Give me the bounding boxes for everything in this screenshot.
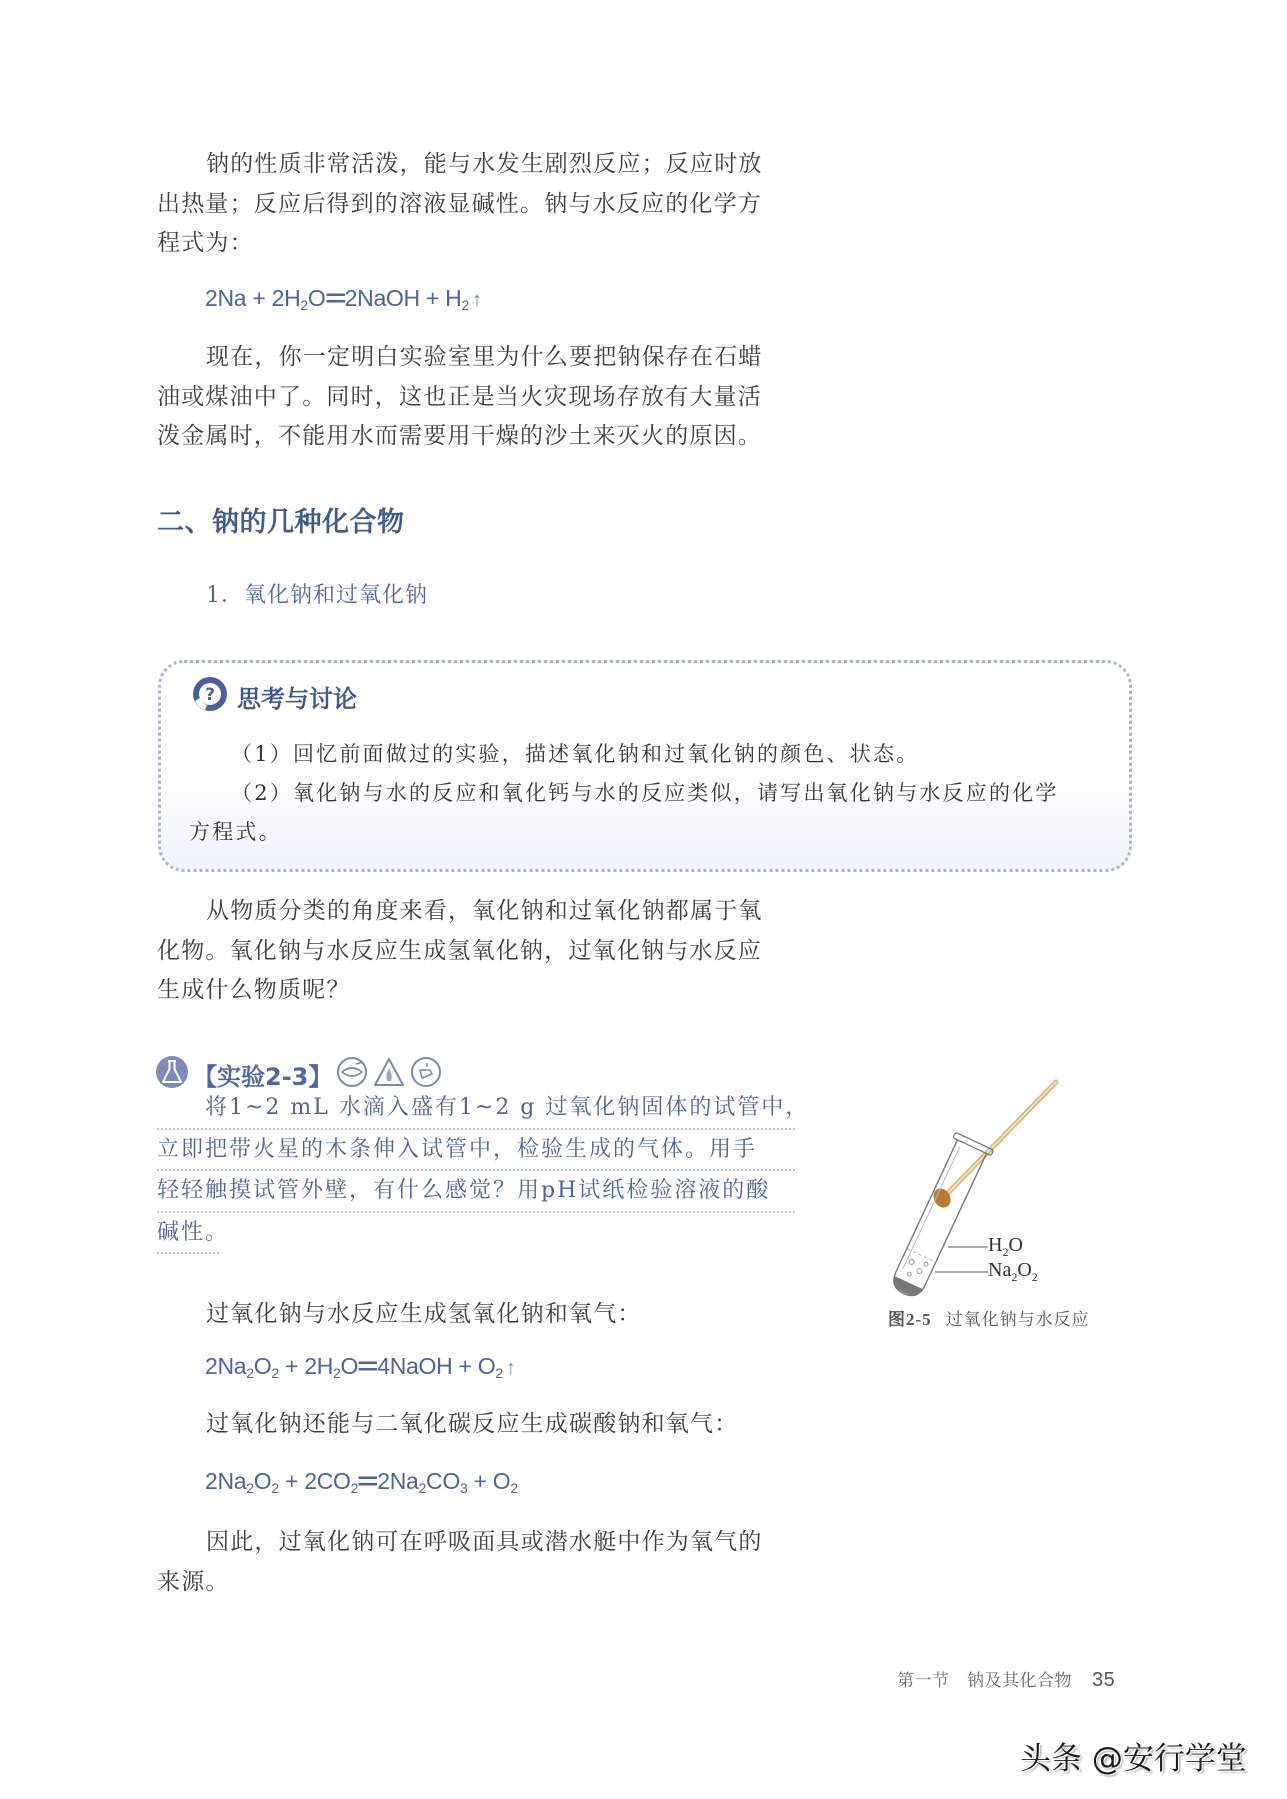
think-box-title: 思考与讨论: [237, 684, 357, 713]
formula-sodium-water: $2Na + 2H_2O=2NaOH + H_2$ ↑: [205, 285, 482, 313]
question-2-cont: 方程式。: [189, 820, 282, 844]
question-icon: [191, 675, 229, 717]
text-line: 因此，过氧化钠可在呼吸面具或潜水艇中作为氧气的: [206, 1529, 763, 1555]
figure-caption-text: 过氧化钠与水反应: [945, 1310, 1090, 1330]
text-line: 化物。氧化钠与水反应生成氢氧化钠，过氧化钠与水反应: [157, 937, 762, 964]
label-sodium-peroxide: $Na_2O_2$: [988, 1259, 1038, 1284]
text-line: 泼金属时，不能用水而需要用干燥的沙土来灭火的原因。: [157, 423, 762, 449]
subsection-heading: 1．氧化钠和过氧化钠: [206, 583, 428, 608]
text-line: 钠的性质非常活泼，能与水发生剧烈反应；反应时放: [206, 151, 763, 177]
experiment-instructions: [157, 1088, 810, 1254]
experiment-line: 立即把带火星的木条伸入试管中，检验生成的气体。用手: [157, 1130, 795, 1172]
label-water: $H_2O$: [988, 1234, 1023, 1259]
section-heading: 二、钠的几种化合物: [157, 507, 405, 538]
experiment-line: 轻轻触摸试管外壁，有什么感觉？用pH试纸检验溶液的酸: [157, 1171, 795, 1213]
formula-peroxide-co2: $2Na_2O_2 + 2CO_2=2Na_2CO_3 + O_2$: [205, 1468, 518, 1496]
think-box-header: [191, 675, 357, 717]
text-line: 从物质分类的角度来看，氧化钠和过氧化钠都属于氧: [206, 898, 763, 924]
goggles-icon: [336, 1056, 368, 1092]
text-line: 来源。: [157, 1568, 230, 1595]
text-line: 过氧化钠与水反应生成氢氧化钠和氧气：: [206, 1301, 642, 1327]
gas-arrow-icon: ↑: [471, 289, 482, 311]
text-line: 现在，你一定明白实验室里为什么要把钠保存在石蜡: [206, 344, 763, 370]
question-1: （1）回忆前面做过的实验，描述氧化钠和过氧化钠的颜色、状态。: [231, 742, 920, 766]
think-discuss-box: [158, 660, 1132, 872]
footer-section-title: 第一节 钠及其化合物: [897, 1671, 1072, 1691]
text-line: 出热量；反应后得到的溶液显碱性。钠与水反应的化学方: [157, 190, 762, 217]
watermark: 头条 @安行学堂: [1020, 1741, 1247, 1777]
experiment-title: 【实验2-3】: [193, 1062, 333, 1091]
text-line: 油或煤油中了。同时，这也正是当火灾现场存放有大量活: [157, 383, 762, 410]
figure-number: 图2-5: [888, 1310, 932, 1329]
experiment-line: 将1~2 mL 水滴入盛有1~2 g 过氧化钠固体的试管中，: [157, 1088, 795, 1130]
text-line: 过氧化钠还能与二氧化碳反应生成碳酸钠和氧气：: [206, 1411, 739, 1437]
think-box-questions: [189, 735, 1109, 852]
test-tube-figure: [880, 1070, 1120, 1340]
figure-caption: [888, 1305, 1090, 1330]
classification-paragraph: [157, 892, 797, 1011]
text-line: 生成什么物质呢？: [157, 977, 351, 1003]
formula-peroxide-water: $2Na_2O_2$ + $2H_2O=4NaOH + O_2$ ↑: [205, 1353, 516, 1381]
question-2: （2）氧化钠与水的反应和氧化钙与水的反应类似，请写出氧化钠与水反应的化学: [231, 781, 1059, 805]
hand-wash-icon: [410, 1056, 442, 1092]
application-paragraph: [157, 1523, 797, 1602]
page-number: 35: [1092, 1669, 1116, 1691]
experiment-line: 碱性。: [157, 1213, 219, 1255]
text-line: 程式为：: [157, 230, 254, 256]
peroxide-co2-paragraph: [157, 1405, 797, 1445]
peroxide-water-paragraph: [157, 1295, 797, 1335]
intro-paragraph: [157, 145, 797, 264]
page-footer: [897, 1666, 1115, 1692]
storage-paragraph: [157, 338, 797, 457]
svg-text:?: ?: [205, 685, 215, 705]
fire-warning-icon: [372, 1056, 406, 1092]
gas-arrow-icon: ↑: [505, 1357, 516, 1379]
